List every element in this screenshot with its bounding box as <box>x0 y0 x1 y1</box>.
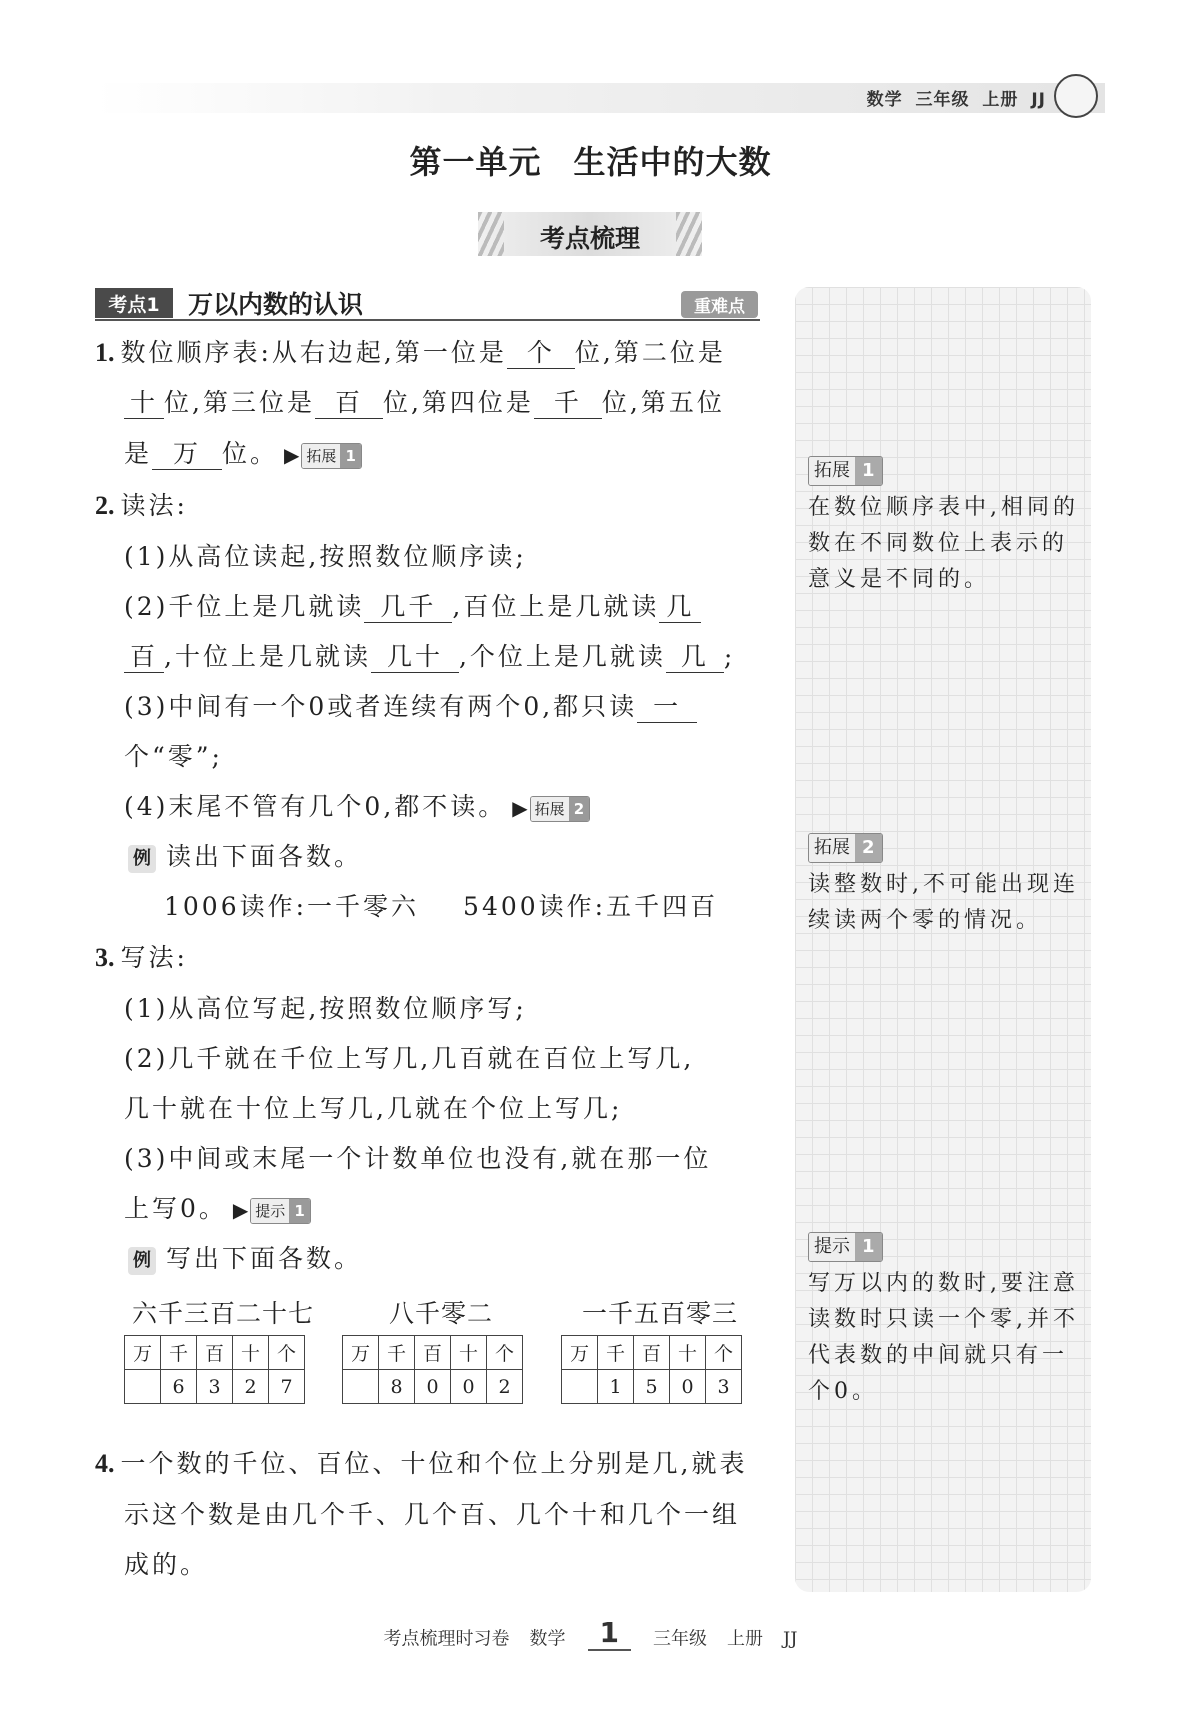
ref-arrow-icon: ▶ <box>512 796 528 820</box>
blank-answer: 几 <box>666 642 724 673</box>
item2-s4: (4)末尾不管有几个0,都不读。 ▶ 拓展 2 <box>124 790 590 825</box>
section-banner-label: 考点梳理 <box>539 224 640 253</box>
blank-answer: 十 <box>124 388 164 419</box>
blank-answer: 几十 <box>371 642 459 673</box>
ref-link-extension-2[interactable]: 拓展 2 <box>530 796 590 822</box>
header-grade: 三年级 <box>915 90 970 110</box>
item3-title: 3. 写法: <box>95 943 188 972</box>
blank-answer: 千 <box>534 388 602 419</box>
ref-arrow-icon: ▶ <box>232 1198 249 1222</box>
item3-s3-line2: 上写0。 ▶ 提示 1 <box>124 1192 311 1227</box>
item2-s2-line1: (2)千位上是几就读 几千 ,百位上是几就读 几 <box>124 590 701 624</box>
note-body-hint-1: 写万以内的数时,要注意 读数时只读一个零,并不 代表数的中间就只有一 个0。 <box>808 1271 1079 1404</box>
header-volume: 上册 <box>982 90 1019 110</box>
note-body-extension-2: 读整数时,不可能出现连 续读两个零的情况。 <box>808 872 1079 933</box>
item2-s1: (1)从高位读起,按照数位顺序读; <box>124 542 527 571</box>
blank-answer: 一 <box>637 692 697 723</box>
item2-s3-line1: (3)中间有一个0或者连续有两个0,都只读 一 <box>124 690 697 724</box>
publisher-logo <box>1054 74 1098 118</box>
item2-title: 2. 读法: <box>95 491 188 520</box>
table-caption: 一千五百零三 <box>581 1299 738 1328</box>
digit-table: 万 千 百 十 个 6 3 2 7 <box>124 1335 305 1404</box>
note-tag-extension-2: 拓展 2 <box>808 833 883 863</box>
item1-number: 1. <box>95 338 115 367</box>
blank-answer: 几 <box>659 592 701 623</box>
blank-answer: 个 <box>507 338 575 369</box>
digit-table: 万 千 百 十 个 1 5 0 3 <box>561 1335 742 1404</box>
example-icon: 例 <box>128 845 156 873</box>
blank-answer: 百 <box>315 388 383 419</box>
unit-name: 生活中的大数 <box>573 143 772 181</box>
item2-example: 例 读出下面各数。 <box>128 840 362 874</box>
unit-number: 第一单元 <box>409 143 542 181</box>
header-subject: 数学 <box>866 90 903 110</box>
item3-example: 例 写出下面各数。 <box>128 1242 362 1276</box>
header-edition: JJ <box>1031 90 1046 110</box>
table-caption: 六千三百二十七 <box>131 1299 314 1328</box>
ref-arrow-icon: ▶ <box>284 443 300 467</box>
blank-answer: 百 <box>124 642 164 673</box>
item3-s2-line2: 几十就在十位上写几,几就在个位上写几; <box>124 1094 623 1123</box>
page-number: 1 <box>588 1616 631 1651</box>
note-tag-hint-1: 提示 1 <box>808 1232 883 1262</box>
item2-example-answer: 1006读作:一千零六 5400读作:五千四百 <box>164 892 719 921</box>
ref-link-extension-1[interactable]: 拓展 1 <box>301 443 361 469</box>
page-footer: 考点梳理时习卷 数学 1 三年级 上册 JJ <box>383 1616 798 1650</box>
difficulty-badge: 重难点 <box>681 291 758 318</box>
item1-line2: 十 位,第三位是 百 位,第四位是 千 位,第五位 <box>124 386 725 420</box>
ref-link-hint-1[interactable]: 提示 1 <box>250 1198 310 1224</box>
item3-s3-line1: (3)中间或末尾一个计数单位也没有,就在那一位 <box>124 1144 712 1173</box>
item1-line3: 是 万 位。 ▶ 拓展 1 <box>124 437 362 472</box>
example-icon: 例 <box>128 1247 156 1275</box>
blank-answer: 几千 <box>364 592 452 623</box>
topic-title: 万以内数的认识 <box>188 290 364 319</box>
item3-s2-line1: (2)几千就在千位上写几,几百就在百位上写几, <box>124 1044 695 1073</box>
topic-divider <box>95 319 760 321</box>
topic-tag: 考点1 <box>95 288 173 318</box>
header-text <box>867 85 1046 110</box>
item2-s2-line2: 百 ,十位上是几就读 几十 ,个位上是几就读 几 ; <box>124 640 735 674</box>
blank-answer: 万 <box>152 439 222 470</box>
item4-line1: 4. 一个数的千位、百位、十位和个位上分别是几,就表 <box>95 1449 748 1478</box>
digit-table: 万 千 百 十 个 8 0 0 2 <box>342 1335 523 1404</box>
item3-s1: (1)从高位写起,按照数位顺序写; <box>124 994 527 1023</box>
section-banner <box>478 212 702 256</box>
note-body-extension-1: 在数位顺序表中,相同的 数在不同数位上表示的 意义是不同的。 <box>808 495 1079 592</box>
item2-s3-line2: 个“零”; <box>124 742 223 771</box>
table-caption: 八千零二 <box>388 1299 493 1328</box>
item4-line3: 成的。 <box>124 1550 209 1579</box>
item4-line2: 示这个数是由几个千、几个百、几个十和几个一组 <box>124 1500 741 1529</box>
note-tag-extension-1: 拓展 1 <box>808 456 883 486</box>
unit-title <box>0 137 1181 183</box>
item1-line1: 1. 数位顺序表:从右边起,第一位是 个 位,第二位是 <box>95 338 726 367</box>
